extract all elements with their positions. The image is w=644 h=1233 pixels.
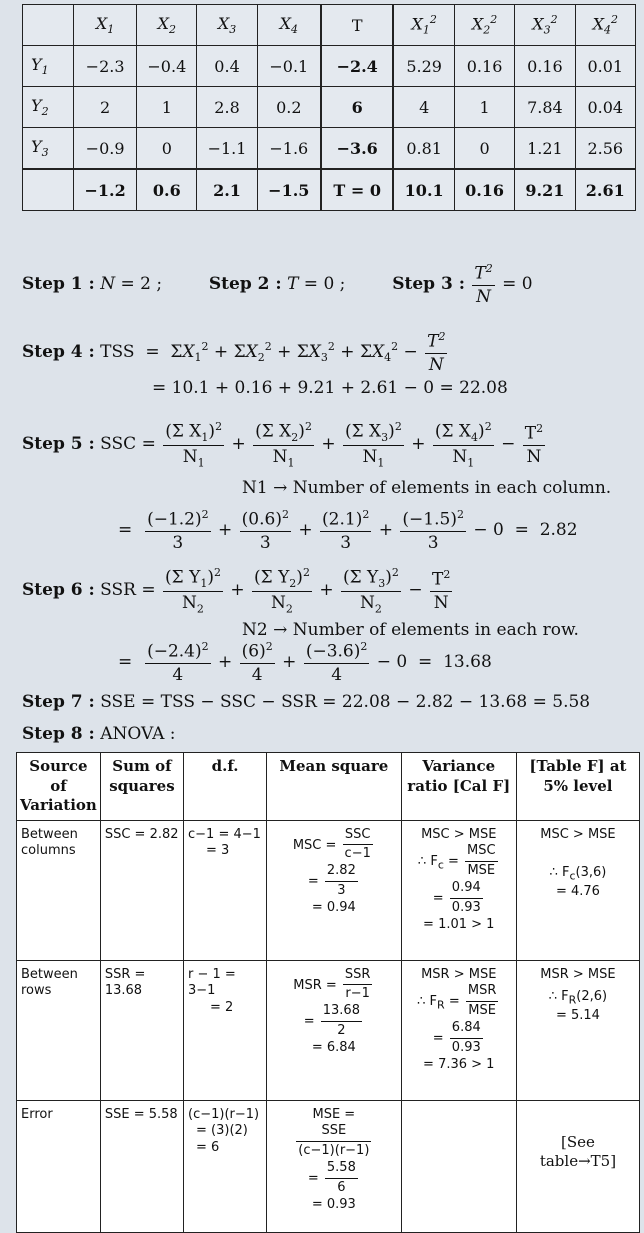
row-label: $Y_1$ [23, 46, 74, 87]
vr-cell: MSC > MSE ∴ $F_c$ = $\frac{\text{MSC}}{\text{MSE}}$ = $\frac{0.94}{0.93}$ = 1.01 > 1 [401, 820, 516, 960]
step-8-text: ANOVA : [100, 724, 176, 744]
table-cell: −1.6 [257, 128, 321, 170]
table-cell: 1 [454, 87, 514, 128]
row-label [23, 169, 74, 211]
step-3-expr: $\frac{T^2}{N}$ [474, 262, 493, 307]
total-cell: −1.2 [74, 169, 137, 211]
table-cell: 0.01 [575, 46, 635, 87]
step-7-line [22, 692, 590, 712]
table-cell: −0.4 [137, 46, 197, 87]
step-4-calc: = 10.1 + 0.16 + 9.21 + 2.61 − 0 = 22.08 [152, 378, 508, 398]
step-1-label: Step 1 : [22, 273, 95, 294]
total-cell: −1.5 [257, 169, 321, 211]
table-cell: −0.1 [257, 46, 321, 87]
header-cell: $X_2^2$ [454, 5, 514, 46]
source-cell: Between columns [17, 820, 101, 960]
total-cell: 9.21 [515, 169, 575, 211]
header-cell: $X_4$ [257, 5, 321, 46]
ms-cell: MSE = $\frac{\text{SSE}}{(c-1)(r-1)}$ = $\frac{5.58}{6}$ = 0.93 [267, 1100, 402, 1232]
step-5-calc: = $\frac{(-1.2)^2}{3}$ + $\frac{(0.6)^2}{3}$ + $\frac{(2.1)^2}{3}$ + $\frac{(-1.5)^2}{3}$ − 0 = 2.82 [118, 508, 578, 553]
total-cell: 0.16 [454, 169, 514, 211]
table-cell: 4 [393, 87, 454, 128]
table-row [17, 960, 640, 1100]
table-row [23, 46, 636, 87]
data-table [22, 4, 636, 211]
total-cell: 0.6 [137, 169, 197, 211]
step-8-label: Step 8 : [22, 724, 95, 744]
ms-cell: MSC = $\frac{\text{SSC}}{c-1}$ = $\frac{2.82}{3}$ = 0.94 [267, 820, 402, 960]
table-cell: 0 [137, 128, 197, 170]
table-cell: 2 [74, 87, 137, 128]
step-5-label: Step 5 : [22, 434, 95, 455]
table-cell: 0.16 [454, 46, 514, 87]
vr-cell: MSR > MSE ∴ $F_R$ = $\frac{\text{MSR}}{\text{MSE}}$ = $\frac{6.84}{0.93}$ = 7.36 > 1 [401, 960, 516, 1100]
step-5-note: N1 → Number of elements in each column. [242, 478, 612, 498]
total-cell: 2.1 [197, 169, 257, 211]
vr-cell [401, 1100, 516, 1232]
table-cell: 5.29 [393, 46, 454, 87]
step-6-label: Step 6 : [22, 580, 95, 601]
table-row [23, 87, 636, 128]
step-2-label: Step 2 : [208, 273, 282, 294]
header-cell: $X_1$ [74, 5, 137, 46]
table-cell: 0.16 [515, 46, 575, 87]
ss-cell: SSE = 5.58 [100, 1100, 183, 1232]
table-header-row [23, 5, 636, 46]
table-cell: 0.81 [393, 128, 454, 170]
table-cell: 6 [321, 87, 393, 128]
table-row [23, 128, 636, 170]
step-6-line: Step 6 : SSR = $\frac{(\Sigma Y_1)^2}{N_2}$ + $\frac{(\Sigma Y_2)^2}{N_2}$ + $\frac{(\Sigma Y_3)^2}{N_2}$ − $\frac{T^2}{N}$ [22, 566, 451, 616]
totals-row [23, 169, 636, 211]
step-3-label: Step 3 : [392, 273, 465, 294]
table-cell: 0 [454, 128, 514, 170]
header-cell: $X_3^2$ [515, 5, 575, 46]
total-cell: T = 0 [321, 169, 393, 211]
table-cell: 7.84 [515, 87, 575, 128]
df-cell: (c−1)(r−1) = (3)(2) = 6 [184, 1100, 267, 1232]
table-cell: −0.9 [74, 128, 137, 170]
step-6-calc: = $\frac{(-2.4)^2}{4}$ + $\frac{(6)^2}{4}$ + $\frac{(-3.6)^2}{4}$ − 0 = 13.68 [118, 640, 492, 685]
step-4-line: Step 4 : TSS = $\Sigma X_1^2 + \Sigma X_2^2 + \Sigma X_3^2 + \Sigma X_4^2$ − $\frac{T^2}{N}$ [22, 330, 446, 375]
table-cell: 0.2 [257, 87, 321, 128]
table-cell: −2.4 [321, 46, 393, 87]
anova-header: Source of Variation [17, 753, 101, 821]
source-cell: Between rows [17, 960, 101, 1100]
step-7-label: Step 7 : [22, 692, 95, 712]
tf-cell: [See table→T5] [516, 1100, 639, 1232]
step-6-note: N2 → Number of elements in each row. [242, 620, 579, 640]
anova-table [16, 752, 640, 1233]
step-8-line [22, 724, 176, 744]
table-cell: −1.1 [197, 128, 257, 170]
anova-header: Variance ratio [Cal F] [401, 753, 516, 821]
ms-cell: MSR = $\frac{\text{SSR}}{r-1}$ = $\frac{13.68}{2}$ = 6.84 [267, 960, 402, 1100]
ss-cell: SSC = 2.82 [100, 820, 183, 960]
header-cell: T [321, 5, 393, 46]
table-cell: 0.4 [197, 46, 257, 87]
table-cell: 2.56 [575, 128, 635, 170]
header-cell: $X_4^2$ [575, 5, 635, 46]
tf-cell: MSR > MSE ∴ $F_R(2,6)$ = 5.14 [516, 960, 639, 1100]
header-cell: $X_2$ [137, 5, 197, 46]
step-4-label: Step 4 : [22, 341, 95, 362]
table-cell: 0.04 [575, 87, 635, 128]
row-label: $Y_2$ [23, 87, 74, 128]
anova-header: d.f. [184, 753, 267, 821]
total-cell: 10.1 [393, 169, 454, 211]
table-cell: 2.8 [197, 87, 257, 128]
anova-header: Sum of squares [100, 753, 183, 821]
tf-cell: MSC > MSE ∴ $F_c(3,6)$ = 4.76 [516, 820, 639, 960]
table-cell: 1 [137, 87, 197, 128]
anova-header: [Table F] at 5% level [516, 753, 639, 821]
source-cell: Error [17, 1100, 101, 1232]
df-cell: c−1 = 4−1 = 3 [184, 820, 267, 960]
anova-header-row [17, 753, 640, 821]
header-cell: $X_3$ [197, 5, 257, 46]
header-cell [23, 5, 74, 46]
table-row [17, 820, 640, 960]
step-5-line: Step 5 : SSC = $\frac{(\Sigma X_1)^2}{N_1}$ + $\frac{(\Sigma X_2)^2}{N_1}$ + $\frac{(\Sigma X_3)^2}{N_1}$ + $\frac{(\Sigma X_4)^2}{N_1}$ − $\frac{T^2}{N}$ [22, 420, 544, 470]
anova-header: Mean square [267, 753, 402, 821]
ss-cell: SSR = 13.68 [100, 960, 183, 1100]
step-7-expr: SSE = TSS − SSC − SSR = 22.08 − 2.82 − 13.68 = 5.58 [100, 692, 591, 712]
total-cell: 2.61 [575, 169, 635, 211]
table-cell: −3.6 [321, 128, 393, 170]
step-1-3-line: Step 1 : N = 2 ; Step 2 : T = 0 ; Step 3 : $\frac{T^2}{N}$ = 0 [22, 262, 533, 307]
df-cell: r − 1 = 3−1 = 2 [184, 960, 267, 1100]
table-cell: −2.3 [74, 46, 137, 87]
header-cell: $X_1^2$ [393, 5, 454, 46]
table-cell: 1.21 [515, 128, 575, 170]
table-row [17, 1100, 640, 1232]
step-1-expr: N [100, 273, 116, 294]
row-label: $Y_3$ [23, 128, 74, 170]
